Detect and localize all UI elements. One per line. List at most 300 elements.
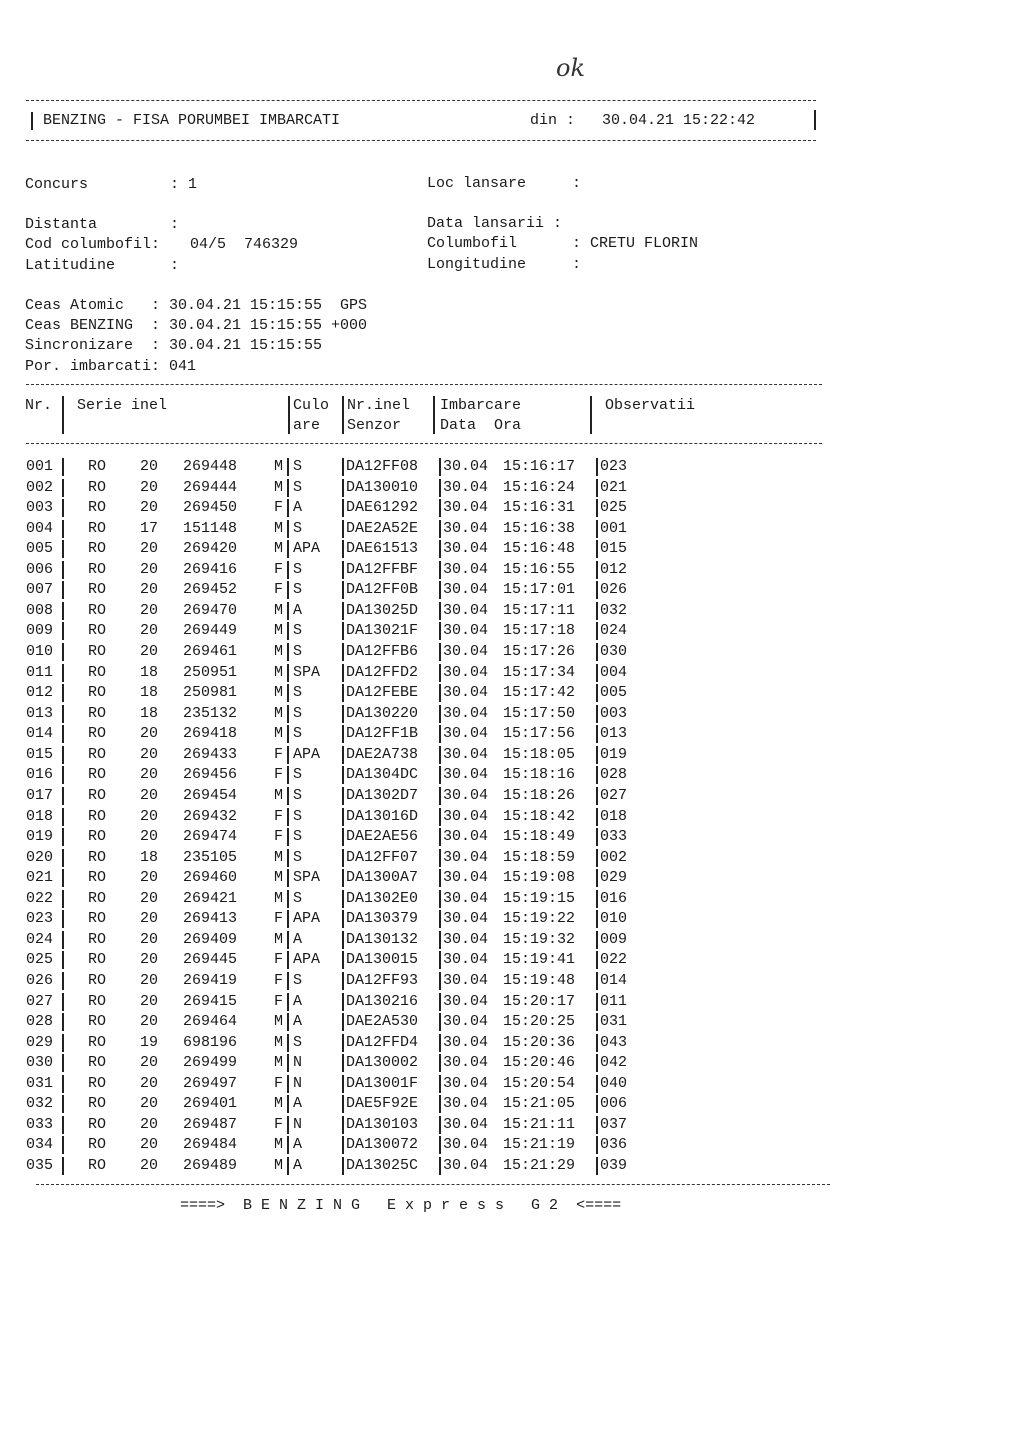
cell-divider bbox=[596, 540, 598, 558]
ring-year: 20 bbox=[140, 766, 159, 784]
cell-divider bbox=[62, 458, 64, 476]
table-row bbox=[0, 1013, 1024, 1033]
cell-divider bbox=[287, 808, 289, 826]
cell-divider bbox=[342, 684, 344, 702]
ceas-benzing: Ceas BENZING : 30.04.21 15:15:55 +000 bbox=[25, 317, 368, 334]
row-nr: 034 bbox=[26, 1136, 54, 1154]
observation: 005 bbox=[600, 684, 628, 702]
cell-divider bbox=[287, 540, 289, 558]
boarding-time: 15:17:34 bbox=[503, 663, 576, 681]
ring-year: 20 bbox=[140, 458, 159, 475]
cell-divider bbox=[62, 1013, 64, 1031]
table-row bbox=[0, 869, 1024, 889]
ring-year: 20 bbox=[140, 1095, 159, 1113]
col-divider bbox=[288, 396, 290, 434]
row-nr: 008 bbox=[26, 601, 54, 619]
col-divider bbox=[590, 396, 592, 434]
cell-divider bbox=[342, 1136, 344, 1154]
row-nr: 028 bbox=[26, 1013, 54, 1031]
row-nr: 030 bbox=[26, 1054, 54, 1072]
ring-country: RO bbox=[88, 848, 107, 866]
ring-country: RO bbox=[88, 889, 107, 907]
ring-year: 20 bbox=[140, 951, 159, 969]
observation: 012 bbox=[600, 560, 628, 578]
observation: 036 bbox=[600, 1136, 628, 1154]
sensor-id: DA12FF08 bbox=[346, 458, 419, 475]
cell-divider bbox=[342, 910, 344, 928]
col-data-ora: Data Ora bbox=[440, 417, 522, 434]
sensor-id: DAE5F92E bbox=[346, 1095, 419, 1113]
row-nr: 007 bbox=[26, 581, 54, 599]
cell-divider bbox=[596, 787, 598, 805]
boarding-date: 30.04 bbox=[443, 499, 489, 517]
cell-divider bbox=[342, 1075, 344, 1093]
ring-year: 20 bbox=[140, 889, 159, 907]
boarding-time: 15:17:56 bbox=[503, 725, 576, 743]
boarding-time: 15:17:01 bbox=[503, 581, 576, 599]
sex: F bbox=[274, 951, 284, 969]
boarding-date: 30.04 bbox=[443, 1013, 489, 1031]
observation: 032 bbox=[600, 601, 628, 619]
ring-number: 269421 bbox=[183, 889, 238, 907]
sensor-id: DA12FFB6 bbox=[346, 643, 419, 661]
cell-divider bbox=[62, 540, 64, 558]
row-nr: 025 bbox=[26, 951, 54, 969]
ring-number: 269464 bbox=[183, 1013, 238, 1031]
cell-divider bbox=[439, 622, 441, 640]
ring-number: 269433 bbox=[183, 745, 238, 763]
ring-number: 269416 bbox=[183, 560, 238, 578]
cell-divider bbox=[596, 890, 598, 908]
row-nr: 027 bbox=[26, 992, 54, 1010]
cell-divider bbox=[596, 931, 598, 949]
sex: F bbox=[274, 1074, 284, 1092]
color: S bbox=[293, 807, 303, 825]
ring-year: 20 bbox=[140, 1074, 159, 1092]
observation: 040 bbox=[600, 1074, 628, 1092]
col-serie-inel: Serie inel bbox=[77, 397, 168, 414]
ring-number: 250981 bbox=[183, 684, 238, 702]
observation: 043 bbox=[600, 1033, 628, 1051]
longitudine-label: Longitudine bbox=[427, 256, 527, 273]
ring-country: RO bbox=[88, 663, 107, 681]
col-culoare-line1: Culo bbox=[293, 397, 330, 414]
ring-year: 20 bbox=[140, 560, 159, 578]
sensor-id: DA12FF0B bbox=[346, 581, 419, 599]
sex: F bbox=[274, 992, 284, 1010]
sensor-id: DA130072 bbox=[346, 1136, 419, 1154]
sensor-id: DA12FFD2 bbox=[346, 663, 419, 681]
observation: 027 bbox=[600, 786, 628, 804]
sensor-id: DA130379 bbox=[346, 910, 419, 928]
boarding-time: 15:16:38 bbox=[503, 519, 576, 537]
boarding-time: 15:19:08 bbox=[503, 869, 576, 887]
cell-divider bbox=[596, 602, 598, 620]
boarding-date: 30.04 bbox=[443, 766, 489, 784]
table-row bbox=[0, 1095, 1024, 1115]
cell-divider bbox=[596, 1136, 598, 1154]
sincronizare: Sincronizare : 30.04.21 15:15:55 bbox=[25, 337, 323, 354]
table-row bbox=[0, 972, 1024, 992]
cell-divider bbox=[596, 622, 598, 640]
cell-divider bbox=[342, 602, 344, 620]
cell-divider bbox=[439, 664, 441, 682]
ring-country: RO bbox=[88, 601, 107, 619]
sensor-id: DA130015 bbox=[346, 951, 419, 969]
row-nr: 002 bbox=[26, 478, 54, 496]
color: A bbox=[293, 992, 303, 1010]
cell-divider bbox=[439, 869, 441, 887]
cell-divider bbox=[62, 808, 64, 826]
loc-lansare-label: Loc lansare bbox=[427, 175, 527, 192]
boarding-date: 30.04 bbox=[443, 1054, 489, 1072]
cell-divider bbox=[439, 458, 441, 476]
col-culoare-line2: are bbox=[293, 417, 321, 434]
boarding-date: 30.04 bbox=[443, 560, 489, 578]
sex: F bbox=[274, 745, 284, 763]
data-lansarii-label: Data lansarii : bbox=[427, 215, 563, 232]
cell-divider bbox=[287, 1116, 289, 1134]
cell-divider bbox=[596, 828, 598, 846]
row-nr: 035 bbox=[26, 1157, 54, 1175]
cell-divider bbox=[439, 1034, 441, 1052]
longitudine-value: : bbox=[572, 256, 582, 273]
cell-divider bbox=[287, 520, 289, 538]
cell-divider bbox=[342, 520, 344, 538]
cell-divider bbox=[287, 1034, 289, 1052]
ring-year: 20 bbox=[140, 1013, 159, 1031]
boarding-time: 15:21:29 bbox=[503, 1157, 576, 1175]
boarding-time: 15:19:15 bbox=[503, 889, 576, 907]
boarding-date: 30.04 bbox=[443, 1033, 489, 1051]
ring-country: RO bbox=[88, 581, 107, 599]
table-row bbox=[0, 787, 1024, 807]
boarding-date: 30.04 bbox=[443, 1074, 489, 1092]
cell-divider bbox=[287, 1013, 289, 1031]
sensor-id: DA130132 bbox=[346, 930, 419, 948]
cell-divider bbox=[287, 931, 289, 949]
cell-divider bbox=[439, 849, 441, 867]
row-nr: 029 bbox=[26, 1033, 54, 1051]
boarding-time: 15:20:46 bbox=[503, 1054, 576, 1072]
table-row bbox=[0, 828, 1024, 848]
handwritten-note: ok bbox=[556, 54, 585, 82]
cell-divider bbox=[62, 1054, 64, 1072]
ring-country: RO bbox=[88, 910, 107, 928]
sensor-id: DA12FF07 bbox=[346, 848, 419, 866]
cell-divider bbox=[62, 520, 64, 538]
row-nr: 024 bbox=[26, 930, 54, 948]
loc-lansare-value: : bbox=[572, 175, 582, 192]
boarding-date: 30.04 bbox=[443, 519, 489, 537]
table-row bbox=[0, 479, 1024, 499]
cell-divider bbox=[439, 561, 441, 579]
boarding-date: 30.04 bbox=[443, 581, 489, 599]
cell-divider bbox=[287, 479, 289, 497]
cell-divider bbox=[62, 643, 64, 661]
observation: 010 bbox=[600, 910, 628, 928]
boarding-date: 30.04 bbox=[443, 869, 489, 887]
ring-number: 269448 bbox=[183, 458, 238, 475]
cell-divider bbox=[287, 643, 289, 661]
cell-divider bbox=[439, 1054, 441, 1072]
sex: F bbox=[274, 828, 284, 846]
sex: M bbox=[274, 1013, 284, 1031]
table-row bbox=[0, 458, 1024, 478]
row-nr: 023 bbox=[26, 910, 54, 928]
ring-number: 269484 bbox=[183, 1136, 238, 1154]
cell-divider bbox=[342, 664, 344, 682]
cell-divider bbox=[439, 602, 441, 620]
table-row bbox=[0, 520, 1024, 540]
cell-divider bbox=[439, 479, 441, 497]
sex: M bbox=[274, 1095, 284, 1113]
cell-divider bbox=[439, 910, 441, 928]
ring-country: RO bbox=[88, 1157, 107, 1175]
table-row bbox=[0, 643, 1024, 663]
col-nr-inel: Nr.inel bbox=[347, 397, 411, 414]
cell-divider bbox=[439, 766, 441, 784]
cell-divider bbox=[342, 993, 344, 1011]
ring-year: 20 bbox=[140, 828, 159, 846]
boarding-date: 30.04 bbox=[443, 725, 489, 743]
sensor-id: DA12FF1B bbox=[346, 725, 419, 743]
ring-year: 20 bbox=[140, 869, 159, 887]
color: S bbox=[293, 622, 303, 640]
boarding-date: 30.04 bbox=[443, 540, 489, 558]
sensor-id: DA130002 bbox=[346, 1054, 419, 1072]
sex: M bbox=[274, 930, 284, 948]
sex: M bbox=[274, 478, 284, 496]
ring-year: 20 bbox=[140, 786, 159, 804]
table-row bbox=[0, 910, 1024, 930]
ring-country: RO bbox=[88, 1115, 107, 1133]
table-top-border bbox=[26, 384, 822, 385]
cell-divider bbox=[62, 931, 64, 949]
boarding-date: 30.04 bbox=[443, 786, 489, 804]
boarding-time: 15:21:05 bbox=[503, 1095, 576, 1113]
cell-divider bbox=[62, 725, 64, 743]
cell-divider bbox=[342, 828, 344, 846]
ring-country: RO bbox=[88, 725, 107, 743]
boarding-date: 30.04 bbox=[443, 704, 489, 722]
ring-year: 20 bbox=[140, 540, 159, 558]
color: APA bbox=[293, 745, 321, 763]
color: S bbox=[293, 725, 303, 743]
cell-divider bbox=[62, 1034, 64, 1052]
sensor-id: DA1302D7 bbox=[346, 786, 419, 804]
table-row bbox=[0, 1136, 1024, 1156]
cell-divider bbox=[439, 520, 441, 538]
cell-divider bbox=[287, 993, 289, 1011]
cell-divider bbox=[596, 869, 598, 887]
boarding-date: 30.04 bbox=[443, 1095, 489, 1113]
table-row bbox=[0, 664, 1024, 684]
concurs-value: : 1 bbox=[170, 176, 198, 193]
sensor-id: DAE2A738 bbox=[346, 745, 419, 763]
color: S bbox=[293, 1033, 303, 1051]
sex: M bbox=[274, 869, 284, 887]
latitudine-label: Latitudine bbox=[25, 257, 116, 274]
cell-divider bbox=[596, 972, 598, 990]
observation: 004 bbox=[600, 663, 628, 681]
cell-divider bbox=[62, 684, 64, 702]
row-nr: 017 bbox=[26, 786, 54, 804]
ring-country: RO bbox=[88, 1136, 107, 1154]
color: A bbox=[293, 601, 303, 619]
ring-country: RO bbox=[88, 766, 107, 784]
sex: M bbox=[274, 889, 284, 907]
cell-divider bbox=[62, 1136, 64, 1154]
cell-divider bbox=[439, 746, 441, 764]
table-row bbox=[0, 705, 1024, 725]
observation: 030 bbox=[600, 643, 628, 661]
ring-country: RO bbox=[88, 786, 107, 804]
sex: M bbox=[274, 1033, 284, 1051]
distanta-value: : bbox=[170, 216, 180, 233]
boarding-date: 30.04 bbox=[443, 807, 489, 825]
sex: M bbox=[274, 1157, 284, 1175]
cell-divider bbox=[439, 993, 441, 1011]
cell-divider bbox=[439, 808, 441, 826]
boarding-time: 15:18:26 bbox=[503, 786, 576, 804]
table-row bbox=[0, 890, 1024, 910]
table-row bbox=[0, 561, 1024, 581]
color: S bbox=[293, 478, 303, 496]
col-divider bbox=[342, 396, 344, 434]
cell-divider bbox=[596, 1075, 598, 1093]
cell-divider bbox=[287, 684, 289, 702]
cell-divider bbox=[287, 849, 289, 867]
cell-divider bbox=[342, 746, 344, 764]
sensor-id: DAE2A530 bbox=[346, 1013, 419, 1031]
boarding-time: 15:16:48 bbox=[503, 540, 576, 558]
observation: 011 bbox=[600, 992, 628, 1010]
cell-divider bbox=[62, 1075, 64, 1093]
table-row bbox=[0, 1034, 1024, 1054]
boarding-date: 30.04 bbox=[443, 1157, 489, 1175]
color: SPA bbox=[293, 869, 321, 887]
table-row bbox=[0, 499, 1024, 519]
ring-year: 20 bbox=[140, 499, 159, 517]
date-label: din : bbox=[530, 112, 576, 129]
cell-divider bbox=[596, 910, 598, 928]
table-row bbox=[0, 602, 1024, 622]
cell-divider bbox=[439, 951, 441, 969]
boarding-time: 15:20:17 bbox=[503, 992, 576, 1010]
color: S bbox=[293, 519, 303, 537]
boarding-date: 30.04 bbox=[443, 458, 489, 475]
row-nr: 018 bbox=[26, 807, 54, 825]
boarding-time: 15:16:24 bbox=[503, 478, 576, 496]
sex: M bbox=[274, 786, 284, 804]
boarding-date: 30.04 bbox=[443, 622, 489, 640]
boarding-date: 30.04 bbox=[443, 663, 489, 681]
color: S bbox=[293, 889, 303, 907]
color: S bbox=[293, 766, 303, 784]
cell-divider bbox=[596, 1095, 598, 1113]
observation: 037 bbox=[600, 1115, 628, 1133]
cell-divider bbox=[62, 1095, 64, 1113]
observation: 033 bbox=[600, 828, 628, 846]
ring-year: 20 bbox=[140, 745, 159, 763]
cell-divider bbox=[62, 828, 64, 846]
ring-country: RO bbox=[88, 1095, 107, 1113]
ring-year: 20 bbox=[140, 478, 159, 496]
ring-country: RO bbox=[88, 992, 107, 1010]
cell-divider bbox=[439, 1075, 441, 1093]
cell-divider bbox=[596, 746, 598, 764]
cell-divider bbox=[342, 1116, 344, 1134]
cell-divider bbox=[62, 972, 64, 990]
col-divider bbox=[62, 396, 64, 434]
row-nr: 032 bbox=[26, 1095, 54, 1113]
boarding-date: 30.04 bbox=[443, 478, 489, 496]
table-row bbox=[0, 684, 1024, 704]
ring-number: 269419 bbox=[183, 972, 238, 989]
ring-number: 269415 bbox=[183, 992, 238, 1010]
row-nr: 013 bbox=[26, 704, 54, 722]
color: S bbox=[293, 643, 303, 661]
ring-year: 20 bbox=[140, 1136, 159, 1154]
ring-country: RO bbox=[88, 622, 107, 640]
observation: 001 bbox=[600, 519, 628, 537]
sex: F bbox=[274, 972, 284, 989]
observation: 019 bbox=[600, 745, 628, 763]
color: A bbox=[293, 1095, 303, 1113]
row-nr: 015 bbox=[26, 745, 54, 763]
observation: 022 bbox=[600, 951, 628, 969]
boarding-time: 15:16:31 bbox=[503, 499, 576, 517]
cell-divider bbox=[342, 458, 344, 476]
boarding-time: 15:16:17 bbox=[503, 458, 576, 475]
cell-divider bbox=[342, 1013, 344, 1031]
ring-country: RO bbox=[88, 930, 107, 948]
ring-number: 269487 bbox=[183, 1115, 238, 1133]
observation: 026 bbox=[600, 581, 628, 599]
columbofil-label: Columbofil bbox=[427, 235, 518, 252]
porumbei-imbarcati: Por. imbarcati: 041 bbox=[25, 358, 197, 375]
ring-number: 698196 bbox=[183, 1033, 238, 1051]
row-nr: 020 bbox=[26, 848, 54, 866]
row-nr: 033 bbox=[26, 1115, 54, 1133]
row-nr: 006 bbox=[26, 560, 54, 578]
sensor-id: DAE61513 bbox=[346, 540, 419, 558]
cell-divider bbox=[62, 1116, 64, 1134]
cell-divider bbox=[439, 1157, 441, 1175]
boarding-time: 15:17:18 bbox=[503, 622, 576, 640]
ring-year: 20 bbox=[140, 581, 159, 599]
cell-divider bbox=[342, 951, 344, 969]
cell-divider bbox=[62, 1157, 64, 1175]
cell-divider bbox=[287, 1095, 289, 1113]
cell-divider bbox=[342, 540, 344, 558]
ring-number: 269470 bbox=[183, 601, 238, 619]
boarding-date: 30.04 bbox=[443, 601, 489, 619]
table-bottom-border bbox=[36, 1184, 830, 1185]
boarding-time: 15:19:48 bbox=[503, 972, 576, 989]
row-nr: 016 bbox=[26, 766, 54, 784]
cell-divider bbox=[62, 766, 64, 784]
color: S bbox=[293, 786, 303, 804]
cell-divider bbox=[342, 705, 344, 723]
color: N bbox=[293, 1115, 303, 1133]
boarding-date: 30.04 bbox=[443, 992, 489, 1010]
document-title: BENZING - FISA PORUMBEI IMBARCATI bbox=[43, 112, 341, 129]
sex: F bbox=[274, 499, 284, 517]
boarding-time: 15:16:55 bbox=[503, 560, 576, 578]
cell-divider bbox=[62, 993, 64, 1011]
